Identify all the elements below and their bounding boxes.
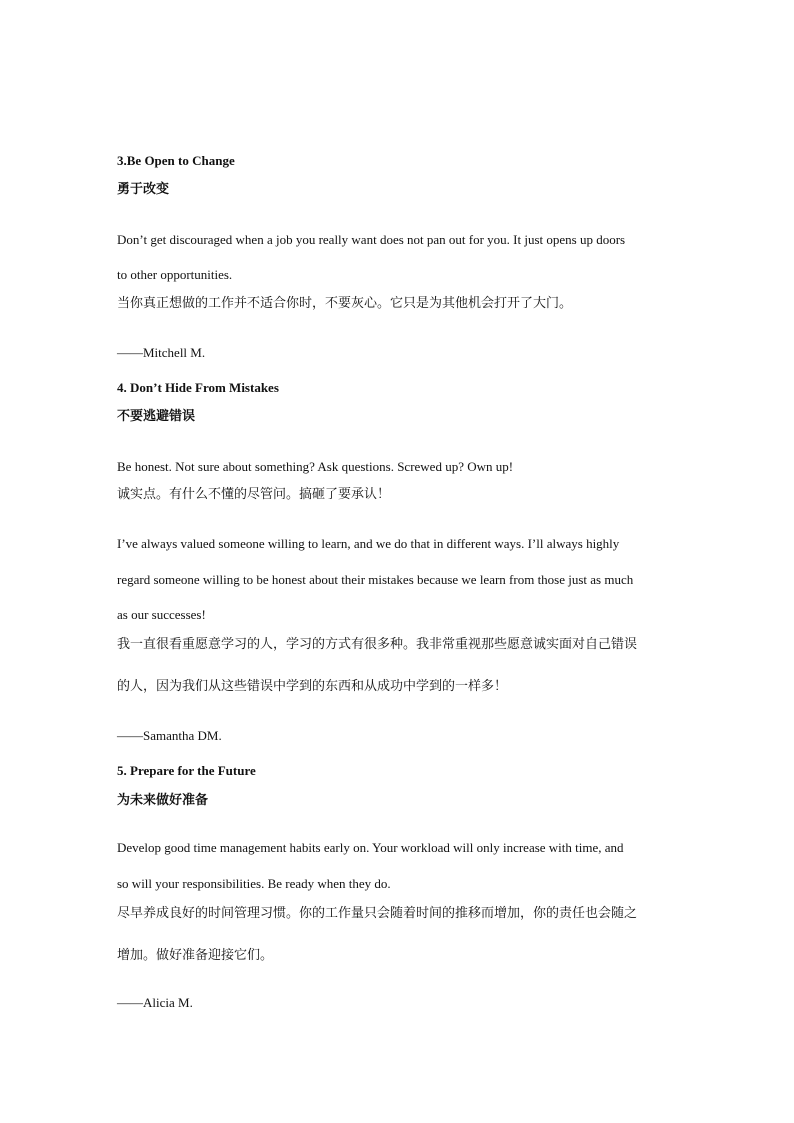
section-5-author: ——Alicia M. (117, 995, 193, 1010)
section-4-paragraph-2-line-3: as our successes! (117, 607, 206, 622)
section-3-author: ——Mitchell M. (117, 345, 206, 360)
section-5-heading-chinese: 为未来做好准备 (117, 793, 209, 808)
section-3-paragraph-line-1: Don’t get discouraged when a job you really want does not pan out for you. It just opens up doors (117, 232, 626, 247)
section-5-paragraph-line-2: so will your responsibilities. Be ready when they do. (117, 876, 391, 891)
section-3-translation-line-1: 当你真正想做的工作并不适合你时，不要灰心。它只是为其他机会打开了大门。 (117, 296, 573, 311)
section-4-paragraph-1-line-1: Be honest. Not sure about something? Ask questions. Screwed up? Own up! (117, 459, 514, 474)
section-3-heading: 3.Be Open to Change (117, 153, 235, 168)
section-4-heading-chinese: 不要逃避错误 (117, 409, 196, 424)
section-4-author: ——Samantha DM. (117, 728, 222, 743)
section-3-paragraph-line-2: to other opportunities. (117, 267, 233, 282)
section-3-heading-chinese: 勇于改变 (117, 182, 170, 197)
section-5-heading: 5. Prepare for the Future (117, 763, 256, 778)
section-5-translation-line-2: 增加。做好准备迎接它们。 (117, 948, 274, 963)
section-4-heading: 4. Don’t Hide From Mistakes (117, 380, 279, 395)
section-4-translation-2-line-1: 我一直很看重愿意学习的人，学习的方式有很多种。我非常重视那些愿意诚实面对自己错误 (117, 637, 638, 652)
section-4-translation-2-line-2: 的人，因为我们从这些错误中学到的东西和从成功中学到的一样多！ (117, 679, 508, 694)
section-5-paragraph-line-1: Develop good time management habits early on. Your workload will only increase with time, and (117, 840, 624, 855)
section-4-paragraph-2-line-1: I’ve always valued someone willing to learn, and we do that in different ways. I’ll always highly (117, 536, 620, 551)
section-4-paragraph-2-line-2: regard someone willing to be honest about their mistakes because we learn from those just as much (117, 572, 634, 587)
section-4-translation-1-line-1: 诚实点。有什么不懂的尽管问。搞砸了要承认！ (117, 487, 391, 502)
section-5-translation-line-1: 尽早养成良好的时间管理习惯。你的工作量只会随着时间的推移而增加，你的责任也会随之 (117, 906, 638, 921)
